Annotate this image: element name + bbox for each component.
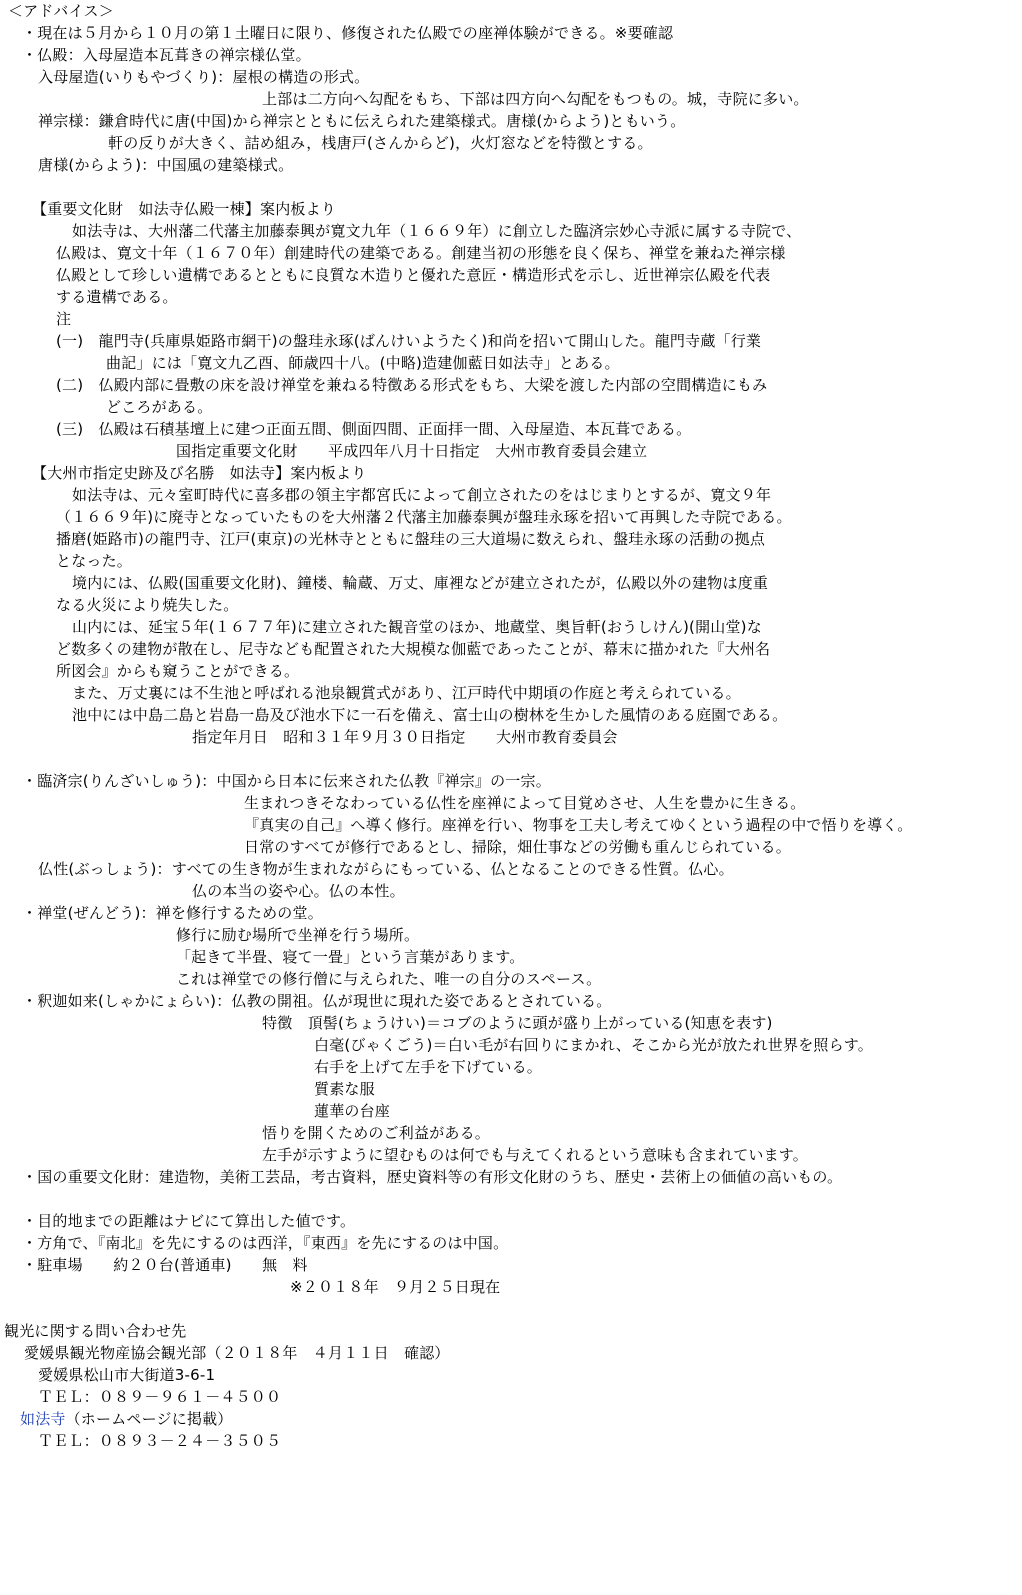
advice-line: ・現在は５月から１０月の第１土曜日に限り、修復された仏殿での座禅体験ができる。※要確認 (22, 24, 674, 42)
glossary-line: 「起きて半畳、寝て一畳」という言葉があります。 (176, 948, 525, 966)
shiseki-line: 播磨(姫路市)の龍門寺、江戸(東京)の光林寺とともに盤珪の三大道場に数えられ、盤珪永琢の活動の拠点 (56, 530, 766, 548)
glossary-line: 『真実の自己』へ導く修行。座禅を行い、物事を工夫し考えてゆくという過程の中で悟りを導く。 (244, 816, 913, 834)
glossary-line: 白毫(びゃくごう)＝白い毛が右回りにまかれ、そこから光が放たれ世界を照らす。 (314, 1036, 874, 1054)
glossary-line: 生まれつきそなわっている仏性を座禅によって目覚めさせ、人生を豊かに生きる。 (244, 794, 806, 812)
advice-line: 入母屋造(いりもやづくり)：屋根の構造の形式。 (38, 68, 370, 86)
contact-heading: 観光に関する問い合わせ先 (4, 1322, 187, 1340)
glossary-line: 修行に励む場所で坐禅を行う場所。 (176, 926, 420, 944)
shiseki-line: となった。 (56, 552, 133, 570)
glossary-line: 右手を上げて左手を下げている。 (314, 1058, 543, 1076)
shiseki-line: なる火災により焼失した。 (56, 596, 239, 614)
bunkazai-line: 曲記」には「寛文九乙酉、師歳四十八。(中略)造建伽藍日如法寺」とある。 (106, 354, 620, 372)
glossary-line: ・禅堂(ぜんどう)：禅を修行するための堂。 (22, 904, 323, 922)
glossary-line: 仏性(ぶっしょう)：すべての生き物が生まれながらにもっている、仏となることのできる性質。仏心。 (38, 860, 734, 878)
advice-line: 唐様(からよう)：中国風の建築様式。 (38, 156, 294, 174)
nyohoji-link[interactable]: 如法寺 (20, 1410, 66, 1428)
glossary-line: これは禅堂での修行僧に与えられた、唯一の自分のスペース。 (176, 970, 602, 988)
shiseki-line: （１６６９年)に廃寺となっていたものを大州藩２代藩主加藤泰興が盤珪永琢を招いて再興した寺院である。 (56, 508, 792, 526)
shiseki-line: 指定年月日 昭和３１年９月３０日指定 大州市教育委員会 (192, 728, 618, 746)
shiseki-line: 池中には中島二島と岩島一島及び池水下に一石を備え、富士山の樹林を生かした風情のある庭園である。 (72, 706, 788, 724)
shiseki-line: 境内には、仏殿(国重要文化財)、鐘楼、輪蔵、万丈、庫裡などが建立されたが，仏殿以外の建物は度重 (72, 574, 769, 592)
glossary-line: 質素な服 (314, 1080, 375, 1098)
bunkazai-line: 注 (56, 310, 72, 328)
shiseki-line: 如法寺は、元々室町時代に喜多郡の領主宇都宮氏によって創立されたのをはじまりとするが、寛文９年 (72, 486, 772, 504)
bunkazai-line: どころがある。 (106, 398, 213, 416)
bunkazai-line: (二) 仏殿内部に畳敷の床を設け禅堂を兼ねる特徴ある形式をもち、大梁を渡した内部の空間構造にもみ (56, 376, 768, 394)
glossary-line: ・国の重要文化財：建造物，美術工芸品，考古資料，歴史資料等の有形文化財のうち、歴史・芸術上の価値の高いもの。 (22, 1168, 843, 1186)
contact-tel-2: ＴＥＬ：０８９３－２４－３５０５ (38, 1432, 282, 1450)
advice-line: 禅宗様：鎌倉時代に唐(中国)から禅宗とともに伝えられた建築様式。唐様(からよう)ともいう。 (38, 112, 686, 130)
bunkazai-line: 仏殿として珍しい遺構であるとともに良質な木造りと優れた意匠・構造形式を示し、近世禅宗仏殿を代表 (56, 266, 771, 284)
glossary-line: 仏の本当の姿や心。仏の本性。 (192, 882, 405, 900)
bunkazai-line: (三) 仏殿は石積基壇上に建つ正面五間、側面四間、正面拝一間、入母屋造、本瓦葺である。 (56, 420, 692, 438)
glossary-line: 日常のすべてが修行であるとし、掃除，畑仕事などの労働も重んじられている。 (244, 838, 791, 856)
link-note: （ホームページに掲載） (65, 1410, 233, 1428)
advice-line: 上部は二方向へ勾配をもち、下部は四方向へ勾配をもつもの。城，寺院に多い。 (262, 90, 809, 108)
contact-link-row (20, 1408, 233, 1430)
advice-line: ・仏殿：入母屋造本瓦葺きの禅宗様仏堂。 (22, 46, 311, 64)
contact-org: 愛媛県観光物産協会観光部（２０１８年 ４月１１日 確認） (24, 1344, 450, 1362)
glossary-line: 左手が示すように望むものは何でも与えてくれるという意味も含まれています。 (262, 1146, 809, 1164)
glossary-line: 悟りを開くためのご利益がある。 (262, 1124, 491, 1142)
shiseki-line: ど数多くの建物が散在し、尼寺なども配置された大規模な伽藍であったことが、幕末に描かれた『大州名 (56, 640, 771, 658)
bunkazai-line: 国指定重要文化財 平成四年八月十日指定 大州市教育委員会建立 (176, 442, 648, 460)
bunkazai-line: (一) 龍門寺(兵庫県姫路市網干)の盤珪永琢(ばんけいようたく)和尚を招いて開山した。龍門寺蔵「行業 (56, 332, 762, 350)
note-line: ・駐車場 約２０台(普通車) 無 料 (22, 1256, 308, 1274)
shiseki-line: 所図会』からも窺うことができる。 (56, 662, 300, 680)
glossary-line: ・釈迦如来(しゃかにょらい)：仏教の開祖。仏が現世に現れた姿であるとされている。 (22, 992, 612, 1010)
advice-line: 軒の反りが大きく、詰め組み，桟唐戸(さんからど)，火灯窓などを特徴とする。 (108, 134, 653, 152)
note-line: ・方角で、『南北』を先にするのは西洋，『東西』を先にするのは中国。 (22, 1234, 509, 1252)
note-line: ※２０１８年 ９月２５日現在 (290, 1278, 501, 1296)
contact-tel-1: ＴＥＬ：０８９－９６１－４５００ (38, 1388, 282, 1406)
glossary-line: ・臨済宗(りんざいしゅう)：中国から日本に伝来された仏教『禅宗』の一宗。 (22, 772, 551, 790)
shiseki-line: 山内には、延宝５年(１６７７年)に建立された観音堂のほか、地蔵堂、奥旨軒(おうしけん)(開山堂)な (72, 618, 762, 636)
bunkazai-line: する遺構である。 (56, 288, 178, 306)
bunkazai-line: 如法寺は、大州藩二代藩主加藤泰興が寛文九年（１６６９年）に創立した臨済宗妙心寺派に属する寺院で、 (72, 222, 802, 240)
bunkazai-heading: 【重要文化財 如法寺仏殿一棟】案内板より (32, 200, 337, 218)
shiseki-line: また、万丈裏には不生池と呼ばれる池泉観賞式があり、江戸時代中期頃の作庭と考えられている。 (72, 684, 741, 702)
shiseki-heading: 【大州市指定史跡及び名勝 如法寺】案内板より (32, 464, 367, 482)
glossary-line: 特徴 頂髻(ちょうけい)＝コブのように頭が盛り上がっている(知恵を表す) (262, 1014, 773, 1032)
advice-heading: ＜アドバイス＞ (8, 2, 114, 20)
note-line: ・目的地までの距離はナビにて算出した値です。 (22, 1212, 356, 1230)
glossary-line: 蓮華の台座 (314, 1102, 391, 1120)
contact-address: 愛媛県松山市大街道3-6-1 (38, 1366, 216, 1384)
bunkazai-line: 仏殿は、寛文十年（１６７０年）創建時代の建築である。創建当初の形態を良く保ち、禅堂を兼ねた禅宗様 (56, 244, 786, 262)
